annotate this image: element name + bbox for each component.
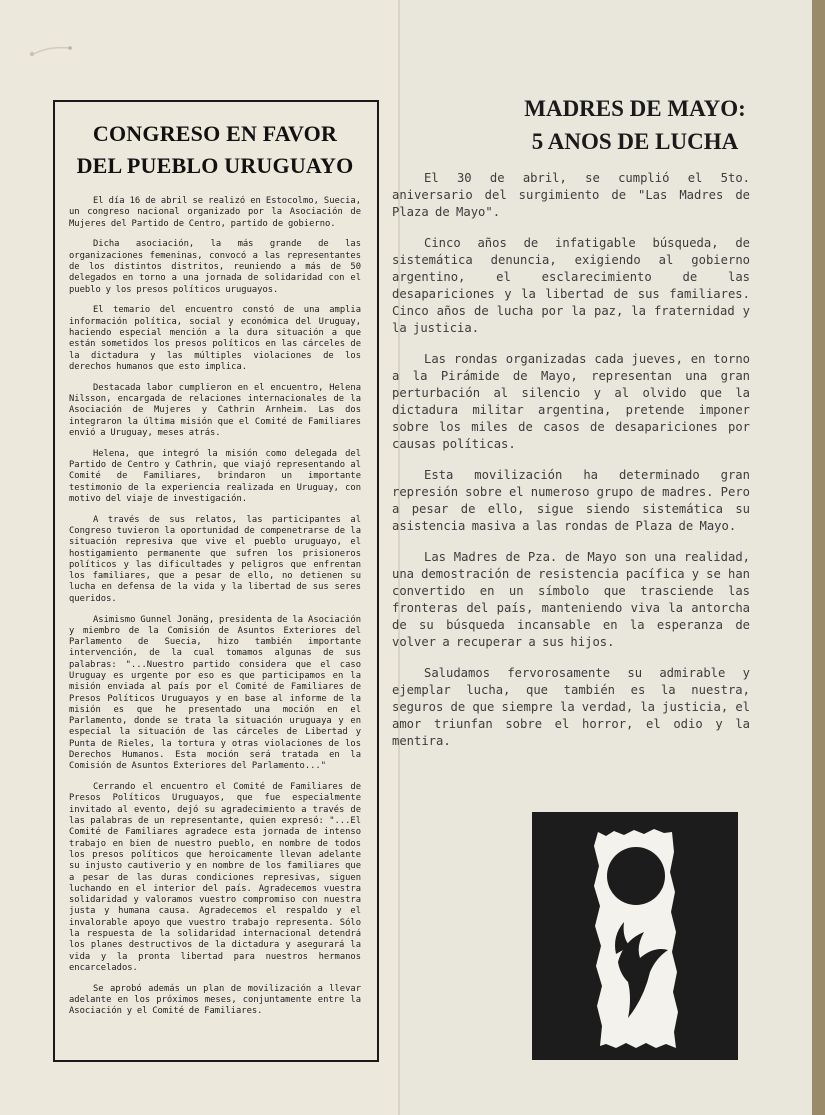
congreso-paragraph-4: Destacada labor cumplieron en el encuentro, Helena Nilsson, encargada de relaciones internacionales de la Asociación de Mujeres y Cathrin Arnheim. Las dos integraron la última misión que el Comité de Familiares envió a Uruguay, meses atrás. xyxy=(69,382,361,438)
congreso-article-box xyxy=(53,100,379,1062)
madres-title-line-1: MADRES DE MAYO: xyxy=(524,96,746,121)
page-edge xyxy=(812,0,825,1115)
madres-paragraph-3: Las rondas organizadas cada jueves, en torno a la Pirámide de Mayo, representan una gran perturbación al silencio y al olvido que la dictadura militar argentina, pretende imponer sobre los miles de casos de desapariciones por causas políticas. xyxy=(392,352,750,451)
congreso-paragraph-2: Dicha asociación, la más grande de las organizaciones femeninas, convocó a las representantes de los distintos distritos, reuniendo a más de 50 delegados en torno a una jornada de solidaridad con el pueblo y los presos políticos uruguayos. xyxy=(69,239,361,295)
madres-paragraph-1: El 30 de abril, se cumplió el 5to. aniversario del surgimiento de "Las Madres de Plaza de Mayo". xyxy=(392,171,750,219)
madres-paragraph-5: Las Madres de Pza. de Mayo son una realidad, una demostración de resistencia pacífica y se han convertido en un símbolo que trasciende las fronteras del país, manteniendo viva la antorcha de su búsqueda incansable en la esperanza de volver a recuperar a sus hijos. xyxy=(392,550,750,649)
staple-mark-icon xyxy=(28,44,74,62)
madres-paragraph-6: Saludamos fervorosamente su admirable y ejemplar lucha, que también es la nuestra, seguros de que siempre la verdad, la justicia, el amor triunfan sobre el horror, el odio y la mentira. xyxy=(392,666,750,748)
congreso-paragraph-1: El día 16 de abril se realizó en Estocolmo, Suecia, un congreso nacional organizado por la Asociación de Mujeres del Partido de Centro, partido de gobierno. xyxy=(69,196,361,229)
congreso-paragraph-8: Cerrando el encuentro el Comité de Familiares de Presos Políticos Uruguayos, que fue especialmente invitado al evento, dejó su agradecimiento a través de las palabras de un representante, quien expresó: "...El Comité de Familiares agradece esta jornada de intenso trabajo en bien de nuestro pueblo, en nombre de todos los presos políticos que heroicamente llevan adelante su injusto cautiverio y en nombre de los familiares que a pesar de las duras condiciones represivas, siguen luchando en el interior del país. Agradecemos vuestra solidaridad y valoramos vuestro compromiso con nuestra justa y humana causa. Agradecemos el respaldo y el invalorable apoyo que vuestro trabajo representa. Sólo la respuesta de la solidaridad internacional detendrá los planes destructivos de la dictadura y asegurará la vida y la pronta libertad para nuestros hermanos encarcelados. xyxy=(69,782,361,973)
congreso-paragraph-6: A través de sus relatos, las participantes al Congreso tuvieron la oportunidad de compenetrarse de la situación represiva que vive el pueblo uruguayo, el hostigamiento permanente que sufren los prisioneros políticos y las dificultades y peligros que enfrentan los familiares, que a pesar de ello, no detienen su lucha en defensa de la vida y la libertad de sus seres queridos. xyxy=(69,514,361,604)
madres-article-body xyxy=(392,170,750,764)
madres-title-line-2: 5 ANOS DE LUCHA xyxy=(531,129,739,154)
congreso-paragraph-5: Helena, que integró la misión como delegada del Partido de Centro y Cathrin, que viajó representando al Comité de Familiares, brindaron un importante testimonio de la experiencia realizada en Uruguay, con motivo del viaje de investigación. xyxy=(69,448,361,504)
congreso-title-line-1: CONGRESO EN FAVOR xyxy=(92,121,338,146)
congreso-paragraph-9: Se aprobó además un plan de movilización a llevar adelante en los próximos meses, conjuntamente entre la Asociación y el Comité de Familiares. xyxy=(69,983,361,1017)
congreso-paragraph-7: Asimismo Gunnel Jonäng, presidenta de la Asociación y miembro de la Comisión de Asuntos Exteriores del Parlamento de Suecia, hizo también importante intervención, de la cual tomamos algunas de sus palabras: "...Nuestro partido considera que el caso Uruguay es urgente por eso es que participamos en la misión enviada al país por el Comité de Familiares de Presos Políticos Uruguayos y en base al informe de la misión es que he presentado una moción en el Parlamento, donde se trata la situación uruguaya y en especial la situación de las cárceles de Libertad y Punta de Rieles, la tortura y otras violaciones de los Derechos Humanos. Esta moción será tratada en la Comisión de Asuntos Exteriores del Parlamento..." xyxy=(69,614,361,772)
madres-article-title xyxy=(500,92,770,158)
dove-emblem-graphic xyxy=(532,812,738,1060)
congreso-title-line-2: DEL PUEBLO URUGUAYO xyxy=(76,153,354,178)
congreso-article-title xyxy=(69,118,361,182)
dove-emblem-icon xyxy=(532,812,738,1060)
congreso-paragraph-3: El temario del encuentro constó de una amplia información política, social y económica del Uruguay, haciendo especial mención a la dura situación a que están sometidos los presos políticos en las cárceles de la dictadura y las múltiples violaciones de los derechos humanos que esto implica. xyxy=(69,305,361,372)
madres-paragraph-2: Cinco años de infatigable búsqueda, de sistemática denuncia, exigiendo al gobierno argentino, el esclarecimiento de las desapariciones y la libertad de sus familiares. Cinco años de lucha por la paz, la fraternidad y la justicia. xyxy=(392,236,750,335)
madres-paragraph-4: Esta movilización ha determinado gran represión sobre el numeroso grupo de madres. Pero a pesar de ello, sigue siendo sistemática su asistencia masiva a las rondas de Plaza de Mayo. xyxy=(392,468,750,533)
